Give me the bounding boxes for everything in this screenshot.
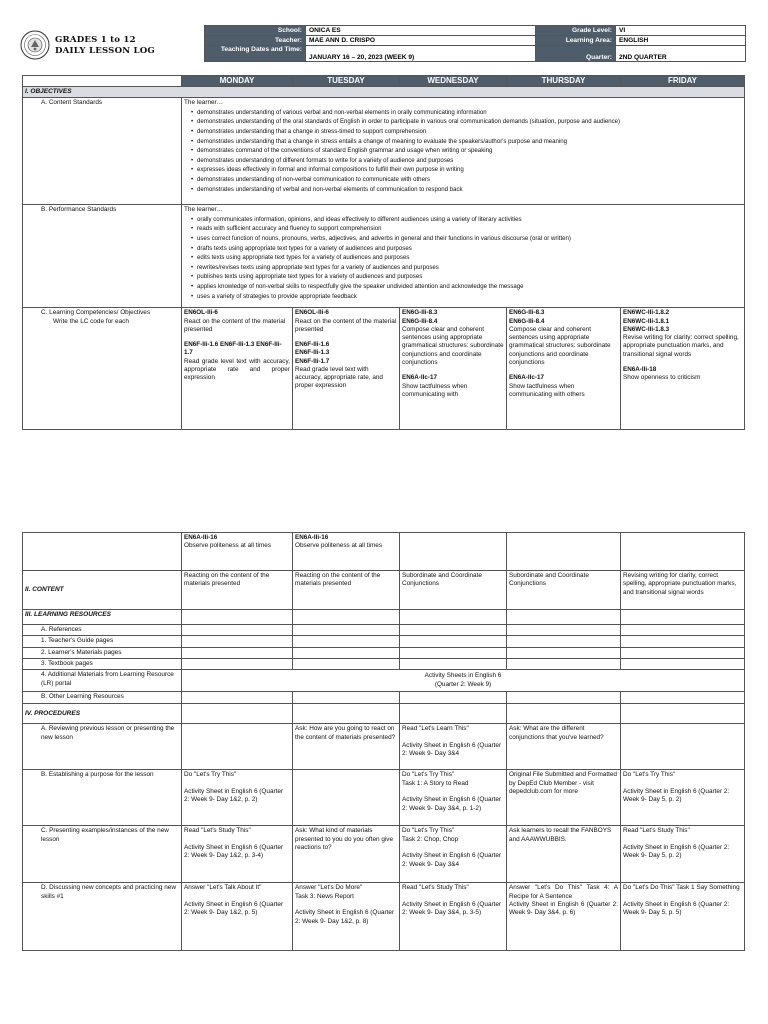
procedure-d-tuesday: Answer "Let's Do More" Task 3: News Report Activity Sheet in English 6 (Quarter 2: Week 9- Day 1&2, p. 8) <box>293 883 400 951</box>
list-item: • uses a variety of strategies to provide appropriate feedback <box>184 292 742 302</box>
procedure-c-label: C. Presenting examples/instances of the new lesson <box>23 826 182 883</box>
content-title: II. CONTENT <box>23 571 182 610</box>
school-value: ONICA ES <box>306 26 536 36</box>
title-line-1: GRADES 1 to 12 <box>55 35 136 45</box>
day-thursday: THURSDAY <box>507 76 621 87</box>
competency-monday <box>182 308 293 430</box>
grade-level-value: VI <box>616 26 746 36</box>
list-item: • reads with sufficient accuracy and fluency to support comprehension <box>184 224 742 234</box>
procedure-c-wednesday: Do "Let's Try This" Task 2: Chop, Chop Activity Sheet in English 6 (Quarter 2: Week 9- Day 3&4 <box>400 826 507 883</box>
procedure-c-monday: Read "Let's Study This" Activity Sheet in English 6 (Quarter 2: Week 9- Day 1&2, p. 3-4) <box>182 826 293 883</box>
day-header-row <box>23 76 745 87</box>
procedure-b-wednesday: Do "Let's Try This" Task 1: A Story to Read Activity Sheet in English 6 (Quarter 2: Week 9- Day 3&4, p. 1-2) <box>400 770 507 826</box>
school-label: School: <box>205 26 306 36</box>
competency-code: EN6A-IIc-17 <box>509 374 544 382</box>
procedure-c-thursday: Ask learners to recall the FANBOYS and AAAWWUBBIS. <box>507 826 621 883</box>
grade-level-label: Grade Level: <box>536 26 616 36</box>
content-friday: Revising writing for clarity, correct spelling, appropriate punctuation marks, and transitional signal words <box>621 571 745 610</box>
competency-text: Observe politeness at all times <box>184 542 272 550</box>
content-monday: Reacting on the content of the materials presented <box>182 571 293 610</box>
list-item: • uses correct function of nouns, pronouns, verbs, adjectives, and adverbs in general and their functions in various discourse (oral or written) <box>184 234 742 244</box>
teacher-value: MAE ANN D. CRISPO <box>306 36 536 46</box>
lr-portal-value <box>182 670 745 692</box>
competency-text: React on the content of the material presented <box>184 317 286 333</box>
list-item: • publishes texts using appropriate text types for a variety of audiences and purposes <box>184 272 742 282</box>
competency-code: EN6A-IIi-16 <box>184 534 218 541</box>
quarter-value: 2ND QUARTER <box>616 46 746 62</box>
competency-tuesday <box>293 308 400 430</box>
procedure-c-friday: Read "Let's Study This" Activity Sheet in English 6 (Quarter 2: Week 9- Day 5, p. 2) <box>621 826 745 883</box>
procedure-d-thursday: Answer "Let's Do This" Task 4: A Recipe for A Sentence Activity Sheet in English 6 (Quarter 2: Week 9- Day 3&4, p. 6) <box>507 883 621 951</box>
competency-code: EN6G-IIi-8.3 EN6G-IIi-8.4 <box>509 309 545 325</box>
objectives-title: I. OBJECTIVES <box>23 87 745 98</box>
header-info-table <box>204 25 746 62</box>
procedure-c-tuesday: Ask: What kind of materials presented to you do you often give reactions to? <box>293 826 400 883</box>
quarter-label: Quarter: <box>536 46 616 62</box>
lesson-grid-page-1 <box>22 75 745 430</box>
list-item: • drafts texts using appropriate text types for a variety of audiences and purposes <box>184 244 742 254</box>
list-item: • demonstrates understanding of non-verbal communication to communicate with others <box>184 175 742 185</box>
lr-portal-label: 4. Additional Materials from Learning Resource (LR) portal <box>23 670 182 692</box>
list-item: • demonstrates understanding of various verbal and non-verbal elements in orally communicating information <box>184 108 742 118</box>
learning-area-label: Learning Area: <box>536 36 616 46</box>
list-item: • orally communicates information, opinions, and ideas effectively to different audiences using a variety of literary activities <box>184 215 742 225</box>
procedure-b-label: B. Establishing a purpose for the lesson <box>23 770 182 826</box>
lr-portal-value-line-2: (Quarter 2: Week 9) <box>434 680 492 688</box>
procedure-b-monday: Do "Let's Try This" Activity Sheet in English 6 (Quarter 2: Week 9- Day 1&2, p. 2) <box>182 770 293 826</box>
teaching-dates-label: Teaching Dates and Time: <box>205 46 306 62</box>
list-item: • demonstrates understanding of the oral standards of English in order to participate in various oral communication demands (situation, purpose and audience) <box>184 117 742 127</box>
lesson-grid-page-2 <box>22 532 745 951</box>
competency-text: React on the content of the material presented <box>295 317 397 333</box>
teacher-label: Teacher: <box>205 36 306 46</box>
content-wednesday: Subordinate and Coordinate Conjunctions <box>400 571 507 610</box>
content-standards-label: A. Content Standards <box>23 98 182 205</box>
list-item: • edits texts using appropriate text types for a variety of audiences and purposes <box>184 253 742 263</box>
performance-standards-intro: The learner… <box>184 206 224 214</box>
content-standards-list <box>184 108 742 194</box>
list-item: • expresses ideas effectively in formal and informal compositions to fulfill their own purpose in writing <box>184 165 742 175</box>
competency-text: Show tactfulness when communicating with <box>402 382 468 398</box>
performance-standards-list <box>184 215 742 301</box>
deped-seal-logo <box>20 30 50 60</box>
performance-standards-cell <box>182 205 745 308</box>
procedure-d-label: D. Discussing new concepts and practicing new skills #1 <box>23 883 182 951</box>
cont-objective-tuesday <box>293 533 400 571</box>
procedure-a-label: A. Reviewing previous lesson or presenting the new lesson <box>23 724 182 770</box>
day-wednesday: WEDNESDAY <box>400 76 507 87</box>
content-standards-cell <box>182 98 745 205</box>
competency-thursday <box>507 308 621 430</box>
competency-text: Show openness to criticism <box>623 374 701 382</box>
competency-code: EN6OL-IIi-6 <box>184 309 218 317</box>
competency-code: EN6A-IIi-16 <box>295 534 329 541</box>
learners-materials-label: 2. Learner's Materials pages <box>23 647 182 658</box>
procedures-title: IV. PROCEDURES <box>23 704 182 724</box>
competencies-label-cell <box>23 308 182 430</box>
procedure-d-friday: Do "Let's Do This" Task 1 Say Something Activity Sheet in English 6 (Quarter 2: Week 9- Day 5, p. 5) <box>621 883 745 951</box>
competency-code: EN6A-IIi-18 <box>623 365 657 373</box>
lr-portal-value-line-1: Activity Sheets in English 6 <box>424 672 502 680</box>
list-item: • demonstrates understanding that a change in stress entails a change of meaning to evaluate the speakers/author's purpose and meaning <box>184 137 742 147</box>
list-item: • demonstrates understanding that a change in stress-timed to support comprehension <box>184 127 742 137</box>
teaching-dates-value: JANUARY 16 – 20, 2023 (WEEK 9) <box>306 46 536 62</box>
competency-code: EN6G-IIi-8.3 EN6G-IIi-8.4 <box>402 309 438 325</box>
procedure-d-monday: Answer "Let's Talk About It" Activity Sheet in English 6 (Quarter 2: Week 9- Day 1&2, p. 5) <box>182 883 293 951</box>
procedure-a-thursday: Ask: What are the different conjunctions that you've learned? <box>507 724 621 770</box>
list-item: • applies knowledge of non-verbal skills to respectfully give the speaker undivided attention and acknowledge the message <box>184 282 742 292</box>
list-item: • demonstrates command of the conventions of standard English grammar and usage when writing or speaking <box>184 146 742 156</box>
procedure-a-wednesday: Read "Let's Learn This" Activity Sheet in English 6 (Quarter 2: Week 9- Day 3&4 <box>400 724 507 770</box>
competency-code: EN6WC-IIi-1.8.2 EN6WC-IIi-1.8.1 EN6WC-IIi-1.8.3 <box>623 309 670 333</box>
procedure-b-friday: Do "Let's Try This" Activity Sheet in English 6 (Quarter 2: Week 9- Day 5, p. 2) <box>621 770 745 826</box>
list-item: • demonstrates understanding of verbal and non-verbal elements of communication to respond back <box>184 185 742 195</box>
competency-text: Revise writing for clarity: correct spelling, appropriate punctuation marks, and transitional signal words <box>623 333 739 358</box>
title-line-2: DAILY LESSON LOG <box>55 46 155 56</box>
learning-resources-title: III. LEARNING RESOURCES <box>23 610 182 625</box>
competencies-label: C. Learning Competencies/ Objectives <box>41 309 151 317</box>
content-tuesday: Reacting on the content of the materials presented <box>293 571 400 610</box>
cont-objective-monday <box>182 533 293 571</box>
content-standards-intro: The learner… <box>184 99 224 107</box>
competency-text: Compose clear and coherent sentences using appropriate grammatical structures: subordinate conjunctions and coordinate conjunctions <box>402 325 504 367</box>
procedure-d-wednesday: Read "Let's Study This" Activity Sheet in English 6 (Quarter 2: Week 9- Day 3&4, p. 3-5) <box>400 883 507 951</box>
procedure-a-tuesday: Ask: How are you going to react on the content of materials presented? <box>293 724 400 770</box>
competency-code: EN6A-IIc-17 <box>402 374 437 382</box>
competency-text: Show tactfulness when communicating with others <box>509 382 585 398</box>
day-friday: FRIDAY <box>621 76 745 87</box>
competency-code: EN6OL-IIi-6 <box>295 309 329 317</box>
teachers-guide-label: 1. Teacher's Guide pages <box>23 636 182 647</box>
competency-text: Read grade level text with accuracy, appropriate rate and proper expression <box>184 357 290 382</box>
competencies-sublabel: Write the LC code for each <box>53 317 129 325</box>
competency-friday <box>621 308 745 430</box>
content-thursday: Subordinate and Coordinate Conjunctions <box>507 571 621 610</box>
list-item: • demonstrates understanding of different formats to write for a variety of audience and purposes <box>184 156 742 166</box>
other-resources-label: B. Other Learning Resources <box>23 692 182 704</box>
day-monday: MONDAY <box>182 76 293 87</box>
competency-wednesday <box>400 308 507 430</box>
competency-text: Observe politeness at all times <box>295 542 383 550</box>
learning-area-value: ENGLISH <box>616 36 746 46</box>
competency-text: Compose clear and coherent sentences using appropriate grammatical structures: subordinate conjunctions and coordinate conjunctions <box>509 325 611 367</box>
performance-standards-label: B. Performance Standards <box>23 205 182 308</box>
day-tuesday: TUESDAY <box>293 76 400 87</box>
references-label: A. References <box>23 625 182 636</box>
procedure-b-thursday: Original File Submitted and Formatted by DepEd Club Member - visit depedclub.com for more <box>507 770 621 826</box>
document-title <box>55 35 155 57</box>
competency-code: EN6F-IIi-1.6 EN6F-IIi-1.3 EN6F-IIi-1.7 <box>184 341 282 357</box>
list-item: • rewrites/revises texts using appropriate text types for a variety of audiences and purposes <box>184 263 742 273</box>
competency-code: EN6F-IIi-1.6 EN6F-IIi-1.3 EN6F-IIi-1.7 <box>295 341 330 365</box>
textbook-label: 3. Textbook pages <box>23 658 182 669</box>
competency-text: Read grade level text with accuracy, appropriate rate, and proper expression <box>295 365 383 390</box>
